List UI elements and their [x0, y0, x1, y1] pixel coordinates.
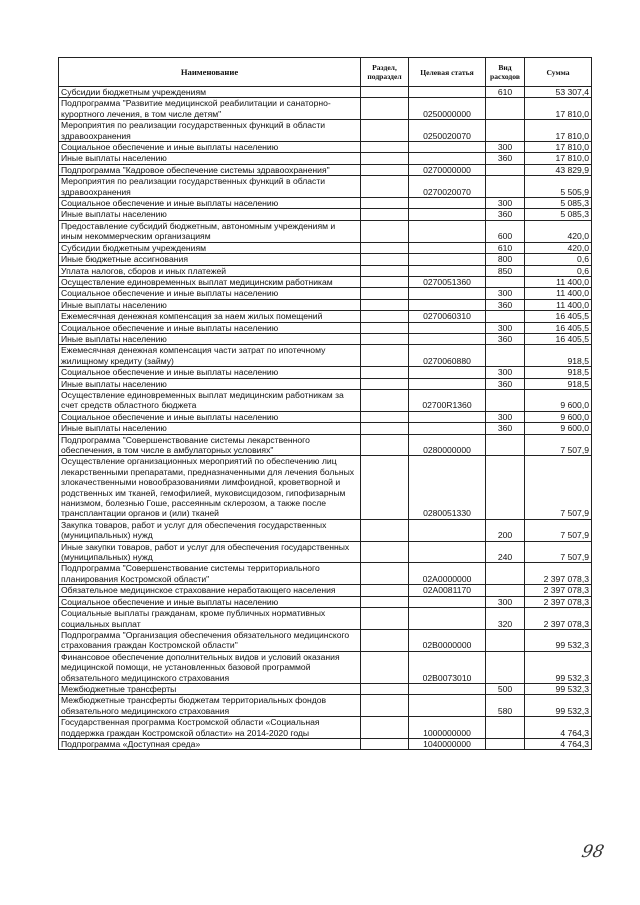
- table-row: [59, 288, 592, 299]
- cell-type: 360: [486, 209, 525, 220]
- cell-name: Финансовое обеспечение дополнительных видов и условий оказания медицинской помощи, не установленных базовой программой обязательного медицинского страхования: [59, 651, 361, 683]
- cell-sum: 5 085,3: [525, 209, 592, 220]
- table-row: [59, 322, 592, 333]
- table-row: [59, 456, 592, 519]
- cell-type: [486, 120, 525, 142]
- table-row: [59, 242, 592, 253]
- header-type: Вид расходов: [486, 58, 525, 87]
- cell-name: Мероприятия по реализации государственных функций в области здравоохранения: [59, 120, 361, 142]
- cell-type: 320: [486, 608, 525, 630]
- table-row: [59, 519, 592, 541]
- cell-name: Социальное обеспечение и иные выплаты населению: [59, 142, 361, 153]
- cell-sum: 5 505,9: [525, 176, 592, 198]
- table-row: [59, 434, 592, 456]
- cell-section: [361, 265, 409, 276]
- cell-sum: 99 532,3: [525, 651, 592, 683]
- cell-type: 500: [486, 683, 525, 694]
- cell-sum: 7 507,9: [525, 519, 592, 541]
- cell-type: 200: [486, 519, 525, 541]
- cell-section: [361, 164, 409, 175]
- table-row: [59, 683, 592, 694]
- cell-sum: 2 397 078,3: [525, 563, 592, 585]
- cell-name: Иные выплаты населению: [59, 378, 361, 389]
- cell-target: 0270060310: [409, 311, 486, 322]
- cell-sum: 17 810,0: [525, 142, 592, 153]
- cell-section: [361, 220, 409, 242]
- cell-name: Социальное обеспечение и иные выплаты населению: [59, 288, 361, 299]
- cell-sum: 17 810,0: [525, 98, 592, 120]
- table-row: [59, 389, 592, 411]
- cell-section: [361, 683, 409, 694]
- cell-type: [486, 345, 525, 367]
- cell-target: 02В0073010: [409, 651, 486, 683]
- cell-section: [361, 276, 409, 287]
- cell-type: [486, 585, 525, 596]
- cell-type: 300: [486, 288, 525, 299]
- cell-section: [361, 411, 409, 422]
- cell-section: [361, 434, 409, 456]
- cell-target: [409, 423, 486, 434]
- cell-sum: 2 397 078,3: [525, 585, 592, 596]
- table-row: [59, 629, 592, 651]
- cell-section: [361, 98, 409, 120]
- cell-name: Подпрограмма "Совершенствование системы лекарственного обеспечения, в том числе в амбулаторных условиях": [59, 434, 361, 456]
- cell-target: 1040000000: [409, 738, 486, 749]
- table-row: [59, 717, 592, 739]
- cell-target: [409, 367, 486, 378]
- table-body: [59, 87, 592, 750]
- cell-name: Социальное обеспечение и иные выплаты населению: [59, 596, 361, 607]
- cell-sum: 918,5: [525, 345, 592, 367]
- cell-name: Социальное обеспечение и иные выплаты населению: [59, 367, 361, 378]
- table-row: [59, 695, 592, 717]
- cell-sum: 7 507,9: [525, 541, 592, 563]
- cell-target: [409, 87, 486, 98]
- cell-name: Ежемесячная денежная компенсация части затрат по ипотечному жилищному кредиту (займу): [59, 345, 361, 367]
- cell-sum: 7 507,9: [525, 456, 592, 519]
- cell-sum: 9 600,0: [525, 411, 592, 422]
- cell-type: [486, 176, 525, 198]
- cell-section: [361, 333, 409, 344]
- cell-target: 1000000000: [409, 717, 486, 739]
- cell-section: [361, 142, 409, 153]
- cell-target: [409, 333, 486, 344]
- cell-target: [409, 683, 486, 694]
- cell-name: Социальные выплаты гражданам, кроме публичных нормативных социальных выплат: [59, 608, 361, 630]
- cell-type: [486, 651, 525, 683]
- cell-section: [361, 717, 409, 739]
- cell-sum: 7 507,9: [525, 434, 592, 456]
- cell-sum: 16 405,5: [525, 322, 592, 333]
- cell-sum: 2 397 078,3: [525, 596, 592, 607]
- cell-target: [409, 695, 486, 717]
- cell-name: Субсидии бюджетным учреждениям: [59, 87, 361, 98]
- cell-target: [409, 411, 486, 422]
- cell-section: [361, 288, 409, 299]
- table-row: [59, 220, 592, 242]
- cell-section: [361, 695, 409, 717]
- cell-target: [409, 242, 486, 253]
- cell-target: 0280051330: [409, 456, 486, 519]
- cell-section: [361, 563, 409, 585]
- cell-target: 0270051360: [409, 276, 486, 287]
- cell-target: [409, 519, 486, 541]
- cell-type: [486, 98, 525, 120]
- cell-sum: 17 810,0: [525, 120, 592, 142]
- cell-type: 610: [486, 242, 525, 253]
- table-row: [59, 120, 592, 142]
- cell-name: Обязательное медицинское страхование неработающего населения: [59, 585, 361, 596]
- cell-type: 850: [486, 265, 525, 276]
- cell-type: 300: [486, 596, 525, 607]
- cell-section: [361, 456, 409, 519]
- cell-section: [361, 541, 409, 563]
- cell-section: [361, 87, 409, 98]
- cell-name: Иные выплаты населению: [59, 423, 361, 434]
- cell-sum: 9 600,0: [525, 423, 592, 434]
- cell-sum: 11 400,0: [525, 299, 592, 310]
- cell-section: [361, 423, 409, 434]
- cell-name: Предоставление субсидий бюджетным, автономным учреждениям и иным некоммерческим организациям: [59, 220, 361, 242]
- cell-target: 02А0081170: [409, 585, 486, 596]
- cell-target: [409, 596, 486, 607]
- cell-target: 02А0000000: [409, 563, 486, 585]
- cell-sum: 0,6: [525, 265, 592, 276]
- cell-sum: 2 397 078,3: [525, 608, 592, 630]
- cell-name: Иные закупки товаров, работ и услуг для обеспечения государственных (муниципальных) нужд: [59, 541, 361, 563]
- cell-type: 610: [486, 87, 525, 98]
- cell-target: [409, 378, 486, 389]
- cell-section: [361, 198, 409, 209]
- cell-section: [361, 311, 409, 322]
- cell-section: [361, 299, 409, 310]
- table-row: [59, 345, 592, 367]
- cell-type: [486, 434, 525, 456]
- table-row: [59, 651, 592, 683]
- cell-target: [409, 541, 486, 563]
- cell-sum: 9 600,0: [525, 389, 592, 411]
- cell-sum: 4 764,3: [525, 738, 592, 749]
- cell-name: Уплата налогов, сборов и иных платежей: [59, 265, 361, 276]
- cell-section: [361, 322, 409, 333]
- cell-name: Субсидии бюджетным учреждениям: [59, 242, 361, 253]
- cell-name: Иные выплаты населению: [59, 209, 361, 220]
- cell-target: [409, 299, 486, 310]
- cell-target: 0270060880: [409, 345, 486, 367]
- cell-type: [486, 164, 525, 175]
- cell-type: [486, 276, 525, 287]
- cell-name: Осуществление единовременных выплат медицинским работникам за счет средств областного бюджета: [59, 389, 361, 411]
- cell-target: 02700R1360: [409, 389, 486, 411]
- table-row: [59, 87, 592, 98]
- table-row: [59, 541, 592, 563]
- cell-name: Закупка товаров, работ и услуг для обеспечения государственных (муниципальных) нужд: [59, 519, 361, 541]
- cell-name: Ежемесячная денежная компенсация за наем жилых помещений: [59, 311, 361, 322]
- cell-type: 600: [486, 220, 525, 242]
- cell-section: [361, 153, 409, 164]
- table-row: [59, 198, 592, 209]
- cell-section: [361, 120, 409, 142]
- cell-section: [361, 651, 409, 683]
- cell-type: [486, 311, 525, 322]
- cell-sum: 99 532,3: [525, 629, 592, 651]
- cell-name: Социальное обеспечение и иные выплаты населению: [59, 198, 361, 209]
- cell-name: Мероприятия по реализации государственных функций в области здравоохранения: [59, 176, 361, 198]
- table-row: [59, 209, 592, 220]
- cell-sum: 11 400,0: [525, 288, 592, 299]
- cell-target: 0270020070: [409, 176, 486, 198]
- cell-type: 800: [486, 254, 525, 265]
- page-number: 98: [579, 842, 606, 862]
- table-row: [59, 333, 592, 344]
- cell-section: [361, 608, 409, 630]
- cell-section: [361, 367, 409, 378]
- cell-section: [361, 378, 409, 389]
- cell-type: 360: [486, 153, 525, 164]
- cell-sum: 16 405,5: [525, 333, 592, 344]
- cell-type: [486, 456, 525, 519]
- table-row: [59, 378, 592, 389]
- cell-target: [409, 608, 486, 630]
- table-row: [59, 176, 592, 198]
- table-row: [59, 585, 592, 596]
- cell-section: [361, 209, 409, 220]
- cell-section: [361, 389, 409, 411]
- cell-type: 240: [486, 541, 525, 563]
- cell-name: Осуществление организационных мероприятий по обеспечению лиц лекарственными препаратами, предназначенными для лечения больных злокачественными новообразованиями лимфоидной, кроветворной и родственных им тканей, гемофилией, муковисцидозом, гипофизарным нанизмом, болезнью Гоше, рассеянным склерозом, а также после трансплантации органов и (или) тканей: [59, 456, 361, 519]
- cell-name: Социальное обеспечение и иные выплаты населению: [59, 322, 361, 333]
- cell-section: [361, 519, 409, 541]
- table-header-row: [59, 58, 592, 87]
- table-row: [59, 98, 592, 120]
- cell-type: 580: [486, 695, 525, 717]
- cell-type: 300: [486, 198, 525, 209]
- cell-name: Межбюджетные трансферты: [59, 683, 361, 694]
- cell-name: Иные выплаты населению: [59, 299, 361, 310]
- cell-target: [409, 198, 486, 209]
- cell-sum: 16 405,5: [525, 311, 592, 322]
- cell-target: [409, 153, 486, 164]
- header-name: Наименование: [59, 58, 361, 87]
- cell-name: Государственная программа Костромской области «Социальная поддержка граждан Костромской области» на 2014-2020 годы: [59, 717, 361, 739]
- table-row: [59, 164, 592, 175]
- cell-target: [409, 265, 486, 276]
- cell-target: [409, 288, 486, 299]
- cell-sum: 43 829,9: [525, 164, 592, 175]
- cell-sum: 53 307,4: [525, 87, 592, 98]
- table-row: [59, 142, 592, 153]
- cell-sum: 918,5: [525, 378, 592, 389]
- cell-target: 0250020070: [409, 120, 486, 142]
- cell-name: Иные бюджетные ассигнования: [59, 254, 361, 265]
- cell-sum: 420,0: [525, 220, 592, 242]
- budget-page: [58, 57, 591, 750]
- cell-sum: 17 810,0: [525, 153, 592, 164]
- cell-sum: 5 085,3: [525, 198, 592, 209]
- cell-section: [361, 585, 409, 596]
- table-row: [59, 299, 592, 310]
- header-sum: Сумма: [525, 58, 592, 87]
- table-row: [59, 153, 592, 164]
- cell-target: [409, 322, 486, 333]
- table-row: [59, 423, 592, 434]
- cell-type: [486, 717, 525, 739]
- table-row: [59, 311, 592, 322]
- cell-type: [486, 389, 525, 411]
- cell-target: 02В0000000: [409, 629, 486, 651]
- budget-table: [58, 57, 592, 750]
- cell-name: Подпрограмма "Совершенствование системы территориального планирования Костромской области": [59, 563, 361, 585]
- cell-type: [486, 738, 525, 749]
- table-row: [59, 738, 592, 749]
- table-row: [59, 608, 592, 630]
- cell-type: 360: [486, 299, 525, 310]
- header-section: Раздел, подраздел: [361, 58, 409, 87]
- cell-section: [361, 629, 409, 651]
- cell-target: [409, 209, 486, 220]
- cell-name: Подпрограмма «Доступная среда»: [59, 738, 361, 749]
- cell-section: [361, 176, 409, 198]
- cell-target: [409, 254, 486, 265]
- cell-type: [486, 563, 525, 585]
- table-row: [59, 254, 592, 265]
- table-row: [59, 563, 592, 585]
- cell-name: Иные выплаты населению: [59, 153, 361, 164]
- cell-sum: 918,5: [525, 367, 592, 378]
- cell-target: 0280000000: [409, 434, 486, 456]
- cell-name: Иные выплаты населению: [59, 333, 361, 344]
- table-row: [59, 265, 592, 276]
- cell-type: 300: [486, 322, 525, 333]
- table-row: [59, 367, 592, 378]
- cell-type: 300: [486, 367, 525, 378]
- cell-section: [361, 738, 409, 749]
- cell-name: Подпрограмма "Организация обеспечения обязательного медицинского страхования граждан Костромской области": [59, 629, 361, 651]
- cell-target: [409, 220, 486, 242]
- cell-section: [361, 254, 409, 265]
- cell-section: [361, 242, 409, 253]
- cell-type: 360: [486, 423, 525, 434]
- cell-name: Осуществление единовременных выплат медицинским работникам: [59, 276, 361, 287]
- cell-type: 360: [486, 378, 525, 389]
- cell-sum: 0,6: [525, 254, 592, 265]
- cell-type: 360: [486, 333, 525, 344]
- cell-target: 0250000000: [409, 98, 486, 120]
- cell-sum: 99 532,3: [525, 683, 592, 694]
- cell-name: Социальное обеспечение и иные выплаты населению: [59, 411, 361, 422]
- cell-type: 300: [486, 411, 525, 422]
- cell-name: Межбюджетные трансферты бюджетам территориальных фондов обязательного медицинского страхования: [59, 695, 361, 717]
- cell-name: Подпрограмма "Развитие медицинской реабилитации и санаторно-курортного лечения, в том числе детям": [59, 98, 361, 120]
- cell-type: 300: [486, 142, 525, 153]
- header-target: Целевая статья: [409, 58, 486, 87]
- cell-target: 0270000000: [409, 164, 486, 175]
- cell-name: Подпрограмма "Кадровое обеспечение системы здравоохранения": [59, 164, 361, 175]
- cell-target: [409, 142, 486, 153]
- cell-sum: 420,0: [525, 242, 592, 253]
- cell-section: [361, 345, 409, 367]
- cell-section: [361, 596, 409, 607]
- cell-sum: 4 764,3: [525, 717, 592, 739]
- table-row: [59, 596, 592, 607]
- table-row: [59, 276, 592, 287]
- cell-sum: 11 400,0: [525, 276, 592, 287]
- cell-sum: 99 532,3: [525, 695, 592, 717]
- table-row: [59, 411, 592, 422]
- cell-type: [486, 629, 525, 651]
